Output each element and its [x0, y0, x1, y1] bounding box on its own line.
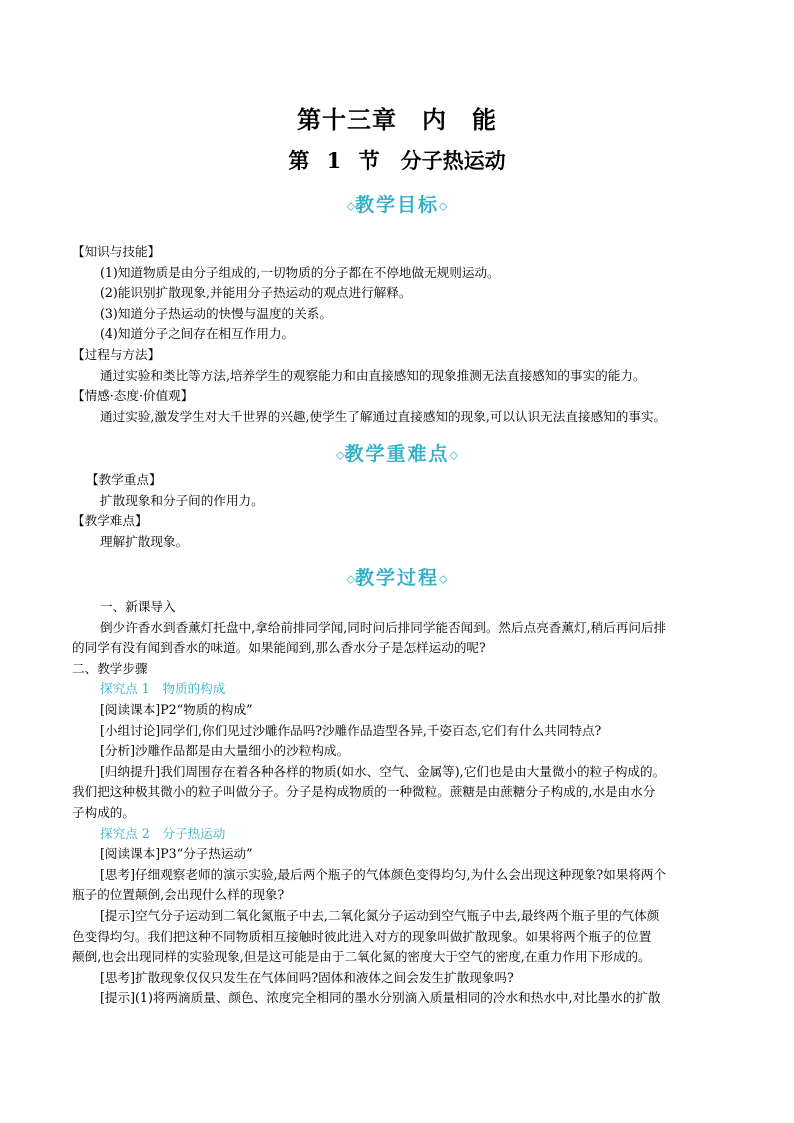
explore1-line: [阅读课本]P2“物质的构成” [100, 701, 253, 717]
diamond-icon: ◇ [346, 199, 355, 213]
banner-process-text: 教学过程 [354, 567, 439, 589]
focus-text: 扩散现象和分子间的作用力。 [100, 492, 264, 508]
banner-teaching-process [0, 563, 794, 590]
banner-goals-text: 教学目标 [354, 194, 439, 216]
think1-line: 瓶子的位置颠倒,会出现什么样的现象? [72, 887, 285, 903]
difficulty-heading: 【教学难点】 [72, 513, 148, 529]
knowledge-item: (1)知道物质是由分子组成的,一切物质的分子都在不停地做无规则运动。 [100, 264, 500, 280]
steps-heading: 二、教学步骤 [72, 660, 148, 676]
intro-line: 的同学有没有闻到香水的味道。如果能闻到,那么香水分子是怎样运动的呢? [72, 640, 486, 656]
hint2-line: [提示](1)将两滴质量、颜色、浓度完全相同的墨水分别滴入质量相同的冷水和热水中,对比墨水的扩散 [100, 990, 661, 1006]
explore1-cont-line: 我们把这种极其微小的粒子叫做分子。分子是构成物质的一种微粒。蔗糖是由蔗糖分子构成的,水是由水分 [72, 784, 656, 800]
banner-key-points-text: 教学重难点 [344, 443, 450, 465]
intro-heading: 一、新课导入 [100, 599, 176, 614]
explore-point-1-title: 探究点 1 物质的构成 [100, 681, 226, 697]
difficulty-text: 理解扩散现象。 [100, 533, 189, 549]
think2-line: [思考]扩散现象仅仅只发生在气体间吗?固体和液体之间会发生扩散现象吗? [100, 969, 514, 985]
hint1-line: 色变得均匀。我们把这种不同物质相互接触时彼此进入对方的现象叫做扩散现象。如果将两个瓶子的位置 [72, 928, 652, 944]
knowledge-item: (2)能识别扩散现象,并能用分子热运动的观点进行解释。 [100, 285, 412, 301]
emotion-text: 通过实验,激发学生对大千世界的兴趣,使学生了解通过直接感知的现象,可以认识无法直接感知的事实。 [100, 408, 667, 424]
diamond-icon: ◇ [449, 448, 458, 462]
explore1-line: [小组讨论]同学们,你们见过沙雕作品吗?沙雕作品造型各异,千姿百态,它们有什么共同特点? [100, 722, 602, 738]
think1-line: [思考]仔细观察老师的演示实验,最后两个瓶子的气体颜色变得均匀,为什么会出现这种现象?如果将两个 [100, 866, 667, 882]
intro-line: 倒少许香水到香薰灯托盘中,拿给前排同学闻,同时问后排同学能否闻到。然后点亮香薰灯,稍后再问后排 [100, 619, 667, 635]
diamond-icon: ◇ [346, 572, 355, 586]
diamond-icon: ◇ [336, 448, 345, 462]
diamond-icon: ◇ [439, 572, 448, 586]
process-method-heading: 【过程与方法】 [72, 346, 161, 362]
explore1-cont-line: 子构成的。 [72, 804, 135, 820]
goals-section [72, 242, 732, 427]
knowledge-heading: 【知识与技能】 [72, 244, 161, 259]
explore1-line: [分析]沙雕作品都是由大量细小的沙粒构成。 [100, 743, 350, 759]
explore2-read: [阅读课本]P3“分子热运动” [100, 846, 253, 862]
key-points-section [72, 470, 732, 552]
section-title: 第 1 节 分子热运动 [288, 148, 506, 173]
diamond-icon: ◇ [439, 199, 448, 213]
chapter-title: 第十三章 内 能 [297, 105, 497, 134]
knowledge-item: (4)知道分子之间存在相互作用力。 [100, 326, 295, 342]
hint1-line: [提示]空气分子运动到二氧化氮瓶子中去,二氧化氮分子运动到空气瓶子中去,最终两个瓶子里的气体颜 [100, 907, 660, 923]
knowledge-item: (3)知道分子热运动的快慢与温度的关系。 [100, 305, 332, 321]
explore-point-2-title: 探究点 2 分子热运动 [100, 825, 226, 841]
process-method-text: 通过实验和类比等方法,培养学生的观察能力和由直接感知的现象推测无法直接感知的事实的能力。 [100, 367, 646, 383]
hint1-line: 颠倒,也会出现同样的实验现象,但是这可能是由于二氧化氮的密度大于空气的密度,在重力作用下形成的。 [72, 949, 651, 965]
banner-key-points [0, 439, 794, 466]
banner-teaching-goals [0, 190, 794, 217]
explore1-line: [归纳提升]我们周围存在着各种各样的物质(如水、空气、金属等),它们也是由大量微小的粒子构成的。 [100, 763, 666, 779]
emotion-heading: 【情感·态度·价值观】 [72, 388, 194, 404]
focus-heading: 【教学重点】 [86, 472, 162, 487]
process-section [72, 597, 732, 1009]
